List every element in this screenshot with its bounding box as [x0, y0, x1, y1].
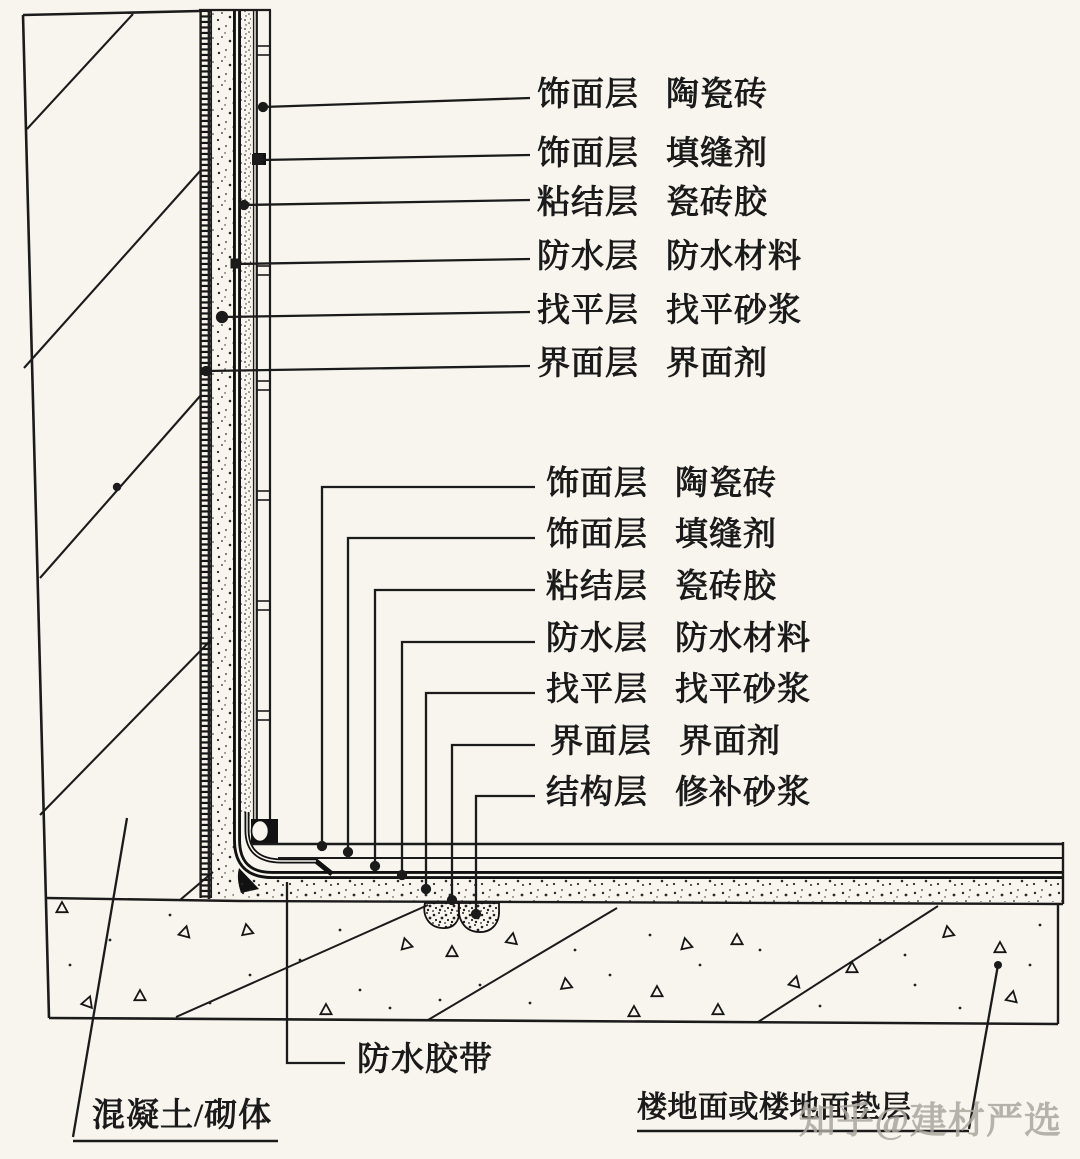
floor-leader-lines [318, 487, 535, 918]
repair-mortar-patches [424, 903, 499, 932]
material-name: 找平砂浆 [675, 671, 811, 708]
material-name: 防水材料 [666, 238, 802, 275]
material-name: 瓷砖胶 [675, 568, 777, 605]
layer-name: 界面层 [550, 723, 652, 760]
material-name: 找平砂浆 [666, 292, 802, 329]
slab-hatch-lines [176, 905, 938, 1022]
wall-label-interface [537, 344, 768, 384]
layer-name: 找平层 [537, 292, 639, 329]
wall-label-adhesive [537, 183, 768, 223]
concrete-leader [73, 818, 127, 1137]
floor-leveling-layer [240, 879, 1063, 902]
layer-name: 界面层 [537, 345, 639, 382]
material-name: 修补砂浆 [675, 774, 811, 811]
wall-label-grout [537, 134, 768, 174]
wall-hatch-lines [24, 14, 213, 900]
slab-dots [69, 914, 1042, 1010]
slab-aggregate-triangles [56, 902, 1018, 1016]
tape-leader [287, 882, 345, 1063]
material-name: 填缝剂 [666, 135, 768, 172]
floor-label-waterproof [546, 619, 811, 659]
wall-label-waterproof [537, 237, 802, 277]
layer-name: 粘结层 [537, 184, 639, 221]
wall-leveling-layer [212, 10, 234, 899]
layer-name: 饰面层 [537, 135, 639, 172]
layer-name: 防水层 [546, 620, 648, 657]
floor-label-leveling [546, 670, 811, 710]
concrete-masonry-label: 混凝土/砌体 [92, 1097, 273, 1134]
tile-joints [257, 46, 270, 720]
wall-marker-dot [113, 483, 121, 491]
watermark: 知乎@建材严选 [798, 1101, 1062, 1142]
material-name: 界面剂 [666, 345, 768, 382]
floor-slab [46, 898, 1063, 1024]
sealant-bead [252, 821, 269, 842]
material-name: 瓷砖胶 [666, 184, 768, 221]
waterproof-tape-label: 防水胶带 [357, 1041, 493, 1078]
floor-label-adhesive [546, 567, 777, 607]
floor-label-tile [546, 464, 777, 504]
wall-label-tile [537, 75, 768, 115]
floor-label-structure [546, 773, 811, 813]
material-name: 陶瓷砖 [666, 76, 768, 113]
material-name: 界面剂 [679, 723, 781, 760]
layer-name: 防水层 [537, 238, 639, 275]
material-name: 填缝剂 [675, 516, 777, 553]
material-name: 陶瓷砖 [675, 465, 777, 502]
floor-label-grout [546, 515, 777, 555]
floor-label-interface [550, 722, 781, 762]
layer-name: 饰面层 [546, 465, 648, 502]
wall-label-leveling [537, 291, 802, 331]
layer-name: 结构层 [546, 774, 648, 811]
layer-name: 饰面层 [546, 516, 648, 553]
wall-adhesive-layer [241, 10, 254, 819]
layer-name: 找平层 [546, 671, 648, 708]
layer-name: 饰面层 [537, 76, 639, 113]
material-name: 防水材料 [675, 620, 811, 657]
floor-slab-label: 楼地面或楼地面垫层 [637, 1091, 912, 1124]
layer-name: 粘结层 [546, 568, 648, 605]
